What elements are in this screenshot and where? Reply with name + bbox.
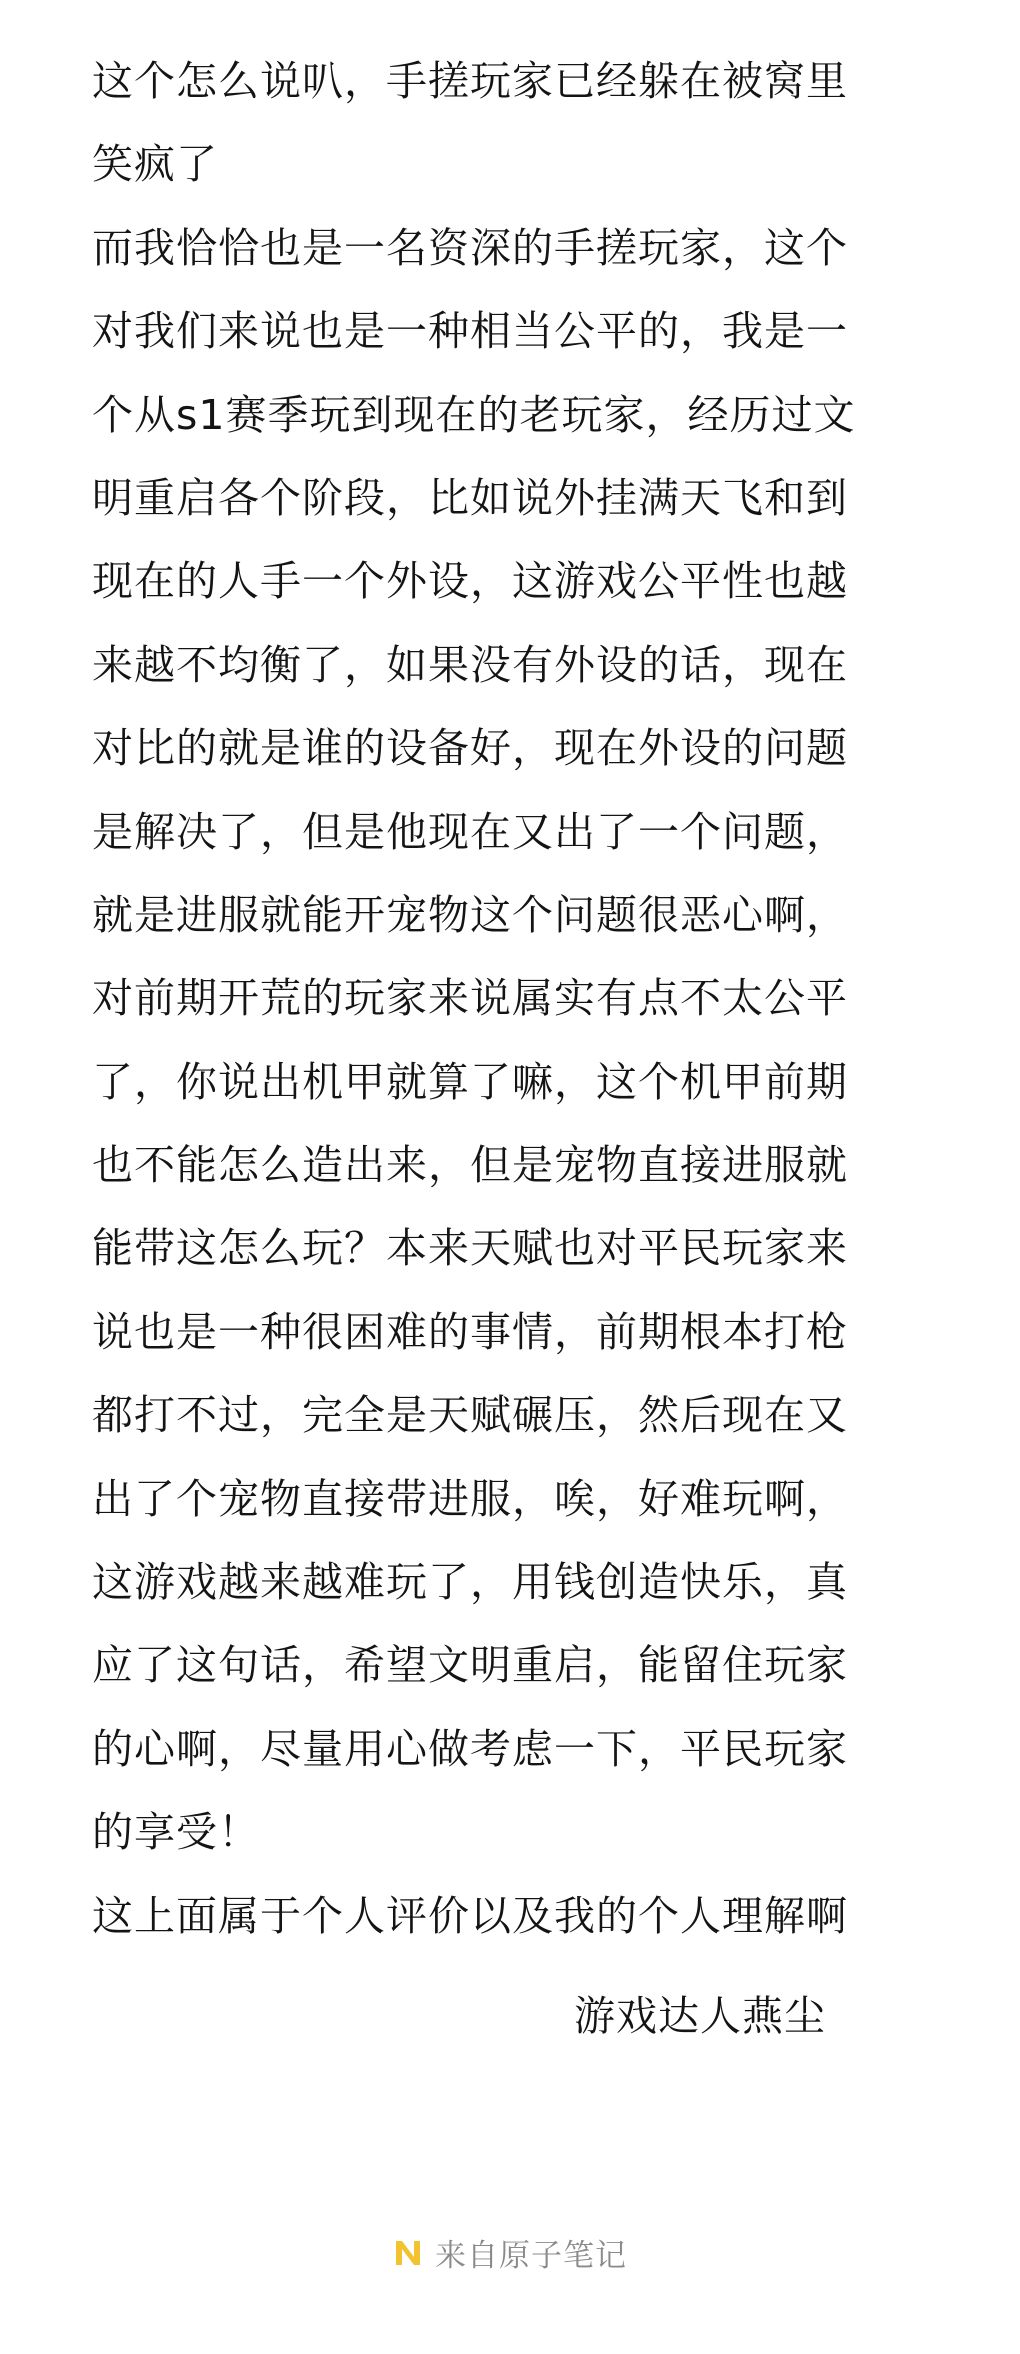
note-line: 这个怎么说叭，手搓玩家已经躲在被窝里: [92, 57, 848, 105]
note-line: 了，你说出机甲就算了嘛，这个机甲前期: [92, 1057, 848, 1106]
note-line: 这上面属于个人评价以及我的个人理解啊: [92, 1891, 848, 1940]
n-logo-icon: [393, 2238, 423, 2268]
note-line: 现在的人手一个外设，这游戏公平性也越: [92, 557, 848, 606]
note-line: 对比的就是谁的设备好，现在外设的问题: [92, 724, 848, 773]
note-line: 都打不过，完全是天赋碾压，然后现在又: [92, 1391, 848, 1440]
note-line: 对我们来说也是一种相当公平的，我是一: [92, 307, 848, 356]
note-line: 就是进服就能开宠物这个问题很恶心啊，: [92, 890, 848, 939]
note-body: [92, 40, 932, 1958]
note-line: 能带这怎么玩？本来天赋也对平民玩家来: [92, 1224, 848, 1273]
note-line: 的享受！: [92, 1808, 260, 1857]
note-line: 个从s1赛季玩到现在的老玩家，经历过文: [92, 390, 856, 439]
note-line: 这游戏越来越难玩了，用钱创造快乐，真: [92, 1558, 848, 1607]
note-line: 明重启各个阶段，比如说外挂满天飞和到: [92, 473, 848, 522]
note-line: 而我恰恰也是一名资深的手搓玩家，这个: [92, 223, 848, 272]
note-line: 也不能怎么造出来，但是宠物直接进服就: [92, 1141, 848, 1190]
source-footer: [0, 2230, 1020, 2275]
note-line: 应了这句话，希望文明重启，能留住玩家: [92, 1641, 848, 1690]
note-line: 对前期开荒的玩家来说属实有点不太公平: [92, 974, 848, 1023]
author-signature: 游戏达人燕尘: [574, 1992, 826, 2040]
source-label: 来自原子笔记: [435, 2238, 627, 2274]
note-line: 笑疯了: [92, 140, 218, 189]
note-line: 出了个宠物直接带进服，唉，好难玩啊，: [92, 1474, 848, 1523]
note-line: 说也是一种很困难的事情，前期根本打枪: [92, 1307, 848, 1356]
note-line: 的心啊，尽量用心做考虑一下，平民玩家: [92, 1724, 848, 1773]
note-line: 来越不均衡了，如果没有外设的话，现在: [92, 640, 848, 689]
note-line: 是解决了，但是他现在又出了一个问题，: [92, 807, 848, 856]
